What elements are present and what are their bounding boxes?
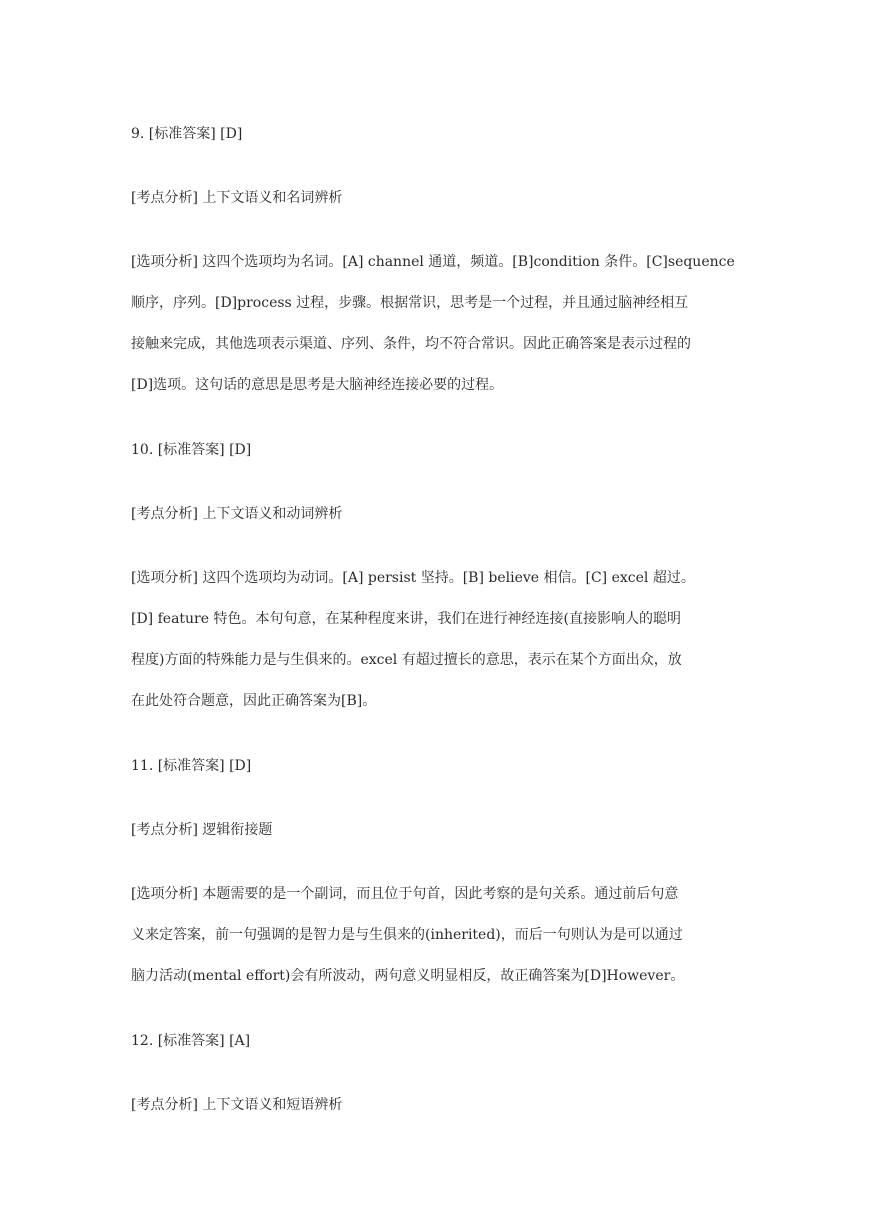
paragraph-line: 脑力活动(mental effort)会有所波动，两句意义明显相反，故正确答案为[D]However。 [131, 968, 685, 984]
point-analysis-line: [考点分析] 上下文语义和短语辨析 [131, 1097, 343, 1113]
answer-line: 11. [标准答案] [D] [131, 758, 252, 774]
answer-line: 10. [标准答案] [D] [131, 442, 252, 458]
option-analysis-paragraph [131, 558, 741, 722]
paragraph-line: [选项分析] 这四个选项均为动词。[A] persist 坚持。[B] believe 相信。[C] excel 超过。 [131, 570, 695, 586]
paragraph-line: [D] feature 特色。本句句意，在某种程度来讲，我们在进行神经连接(直接影响人的聪明 [131, 611, 681, 627]
answer-line: 9. [标准答案] [D] [131, 126, 243, 142]
paragraph-line: [选项分析] 这四个选项均为名词。[A] channel 通道，频道。[B]condition 条件。[C]sequence [131, 254, 735, 270]
document-page [131, 124, 741, 1159]
paragraph-line: [选项分析] 本题需要的是一个副词，而且位于句首，因此考察的是句关系。通过前后句意 [131, 886, 679, 902]
paragraph-line: 义来定答案，前一句强调的是智力是与生俱来的(inherited)，而后一句则认为是可以通过 [131, 927, 683, 943]
option-analysis-paragraph [131, 242, 741, 406]
point-analysis-line: [考点分析] 上下文语义和名词辨析 [131, 190, 343, 206]
paragraph-line: 接触来完成，其他选项表示渠道、序列、条件，均不符合常识。因此正确答案是表示过程的 [131, 336, 691, 352]
answer-line: 12. [标准答案] [A] [131, 1033, 251, 1049]
paragraph-line: 顺序，序列。[D]process 过程，步骤。根据常识，思考是一个过程，并且通过脑神经相互 [131, 295, 689, 311]
option-analysis-paragraph [131, 874, 741, 997]
paragraph-line: 在此处符合题意，因此正确答案为[B]。 [131, 693, 377, 709]
point-analysis-line: [考点分析] 上下文语义和动词辨析 [131, 506, 343, 522]
paragraph-line: [D]选项。这句话的意思是思考是大脑神经连接必要的过程。 [131, 377, 504, 393]
point-analysis-line: [考点分析] 逻辑衔接题 [131, 822, 273, 838]
paragraph-line: 程度)方面的特殊能力是与生俱来的。excel 有超过擅长的意思，表示在某个方面出众，放 [131, 652, 682, 668]
